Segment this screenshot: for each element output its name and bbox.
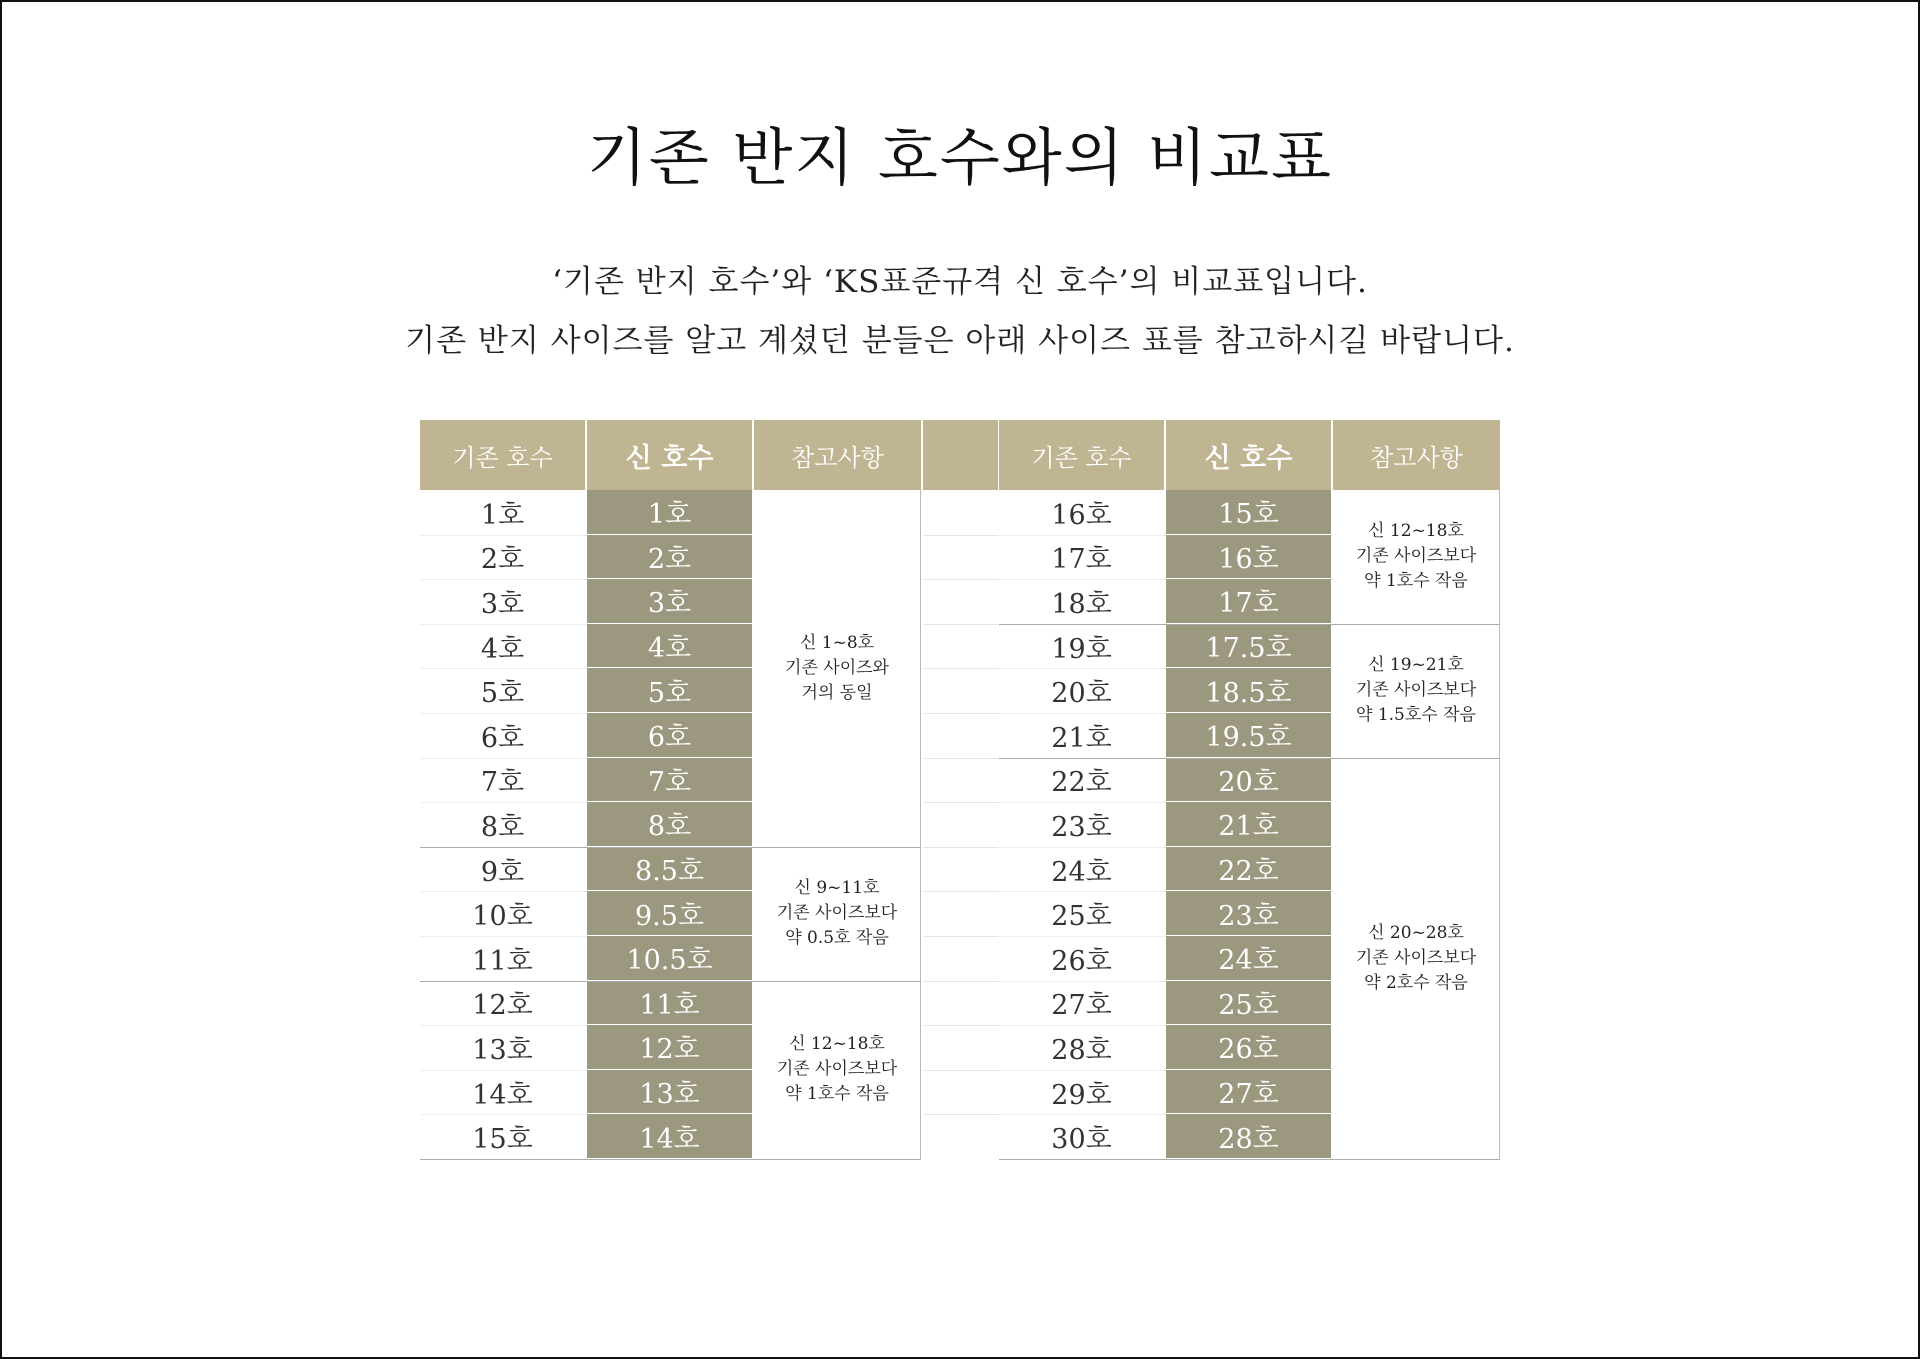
row-divider	[420, 668, 587, 669]
note-line: 신 1~8호	[799, 632, 875, 653]
note-line: 거의 동일	[801, 682, 873, 703]
header-note: 참고사항	[1333, 420, 1500, 490]
spacer-divider	[923, 579, 998, 580]
old-size-cell: 23호	[1051, 811, 1112, 843]
new-size-cell: 8.5호	[587, 847, 752, 892]
row-divider	[999, 1025, 1166, 1026]
header-old-size: 기존 호수	[420, 420, 585, 490]
header-note: 참고사항	[754, 420, 921, 490]
description-line-2: 기존 반지 사이즈를 알고 계셨던 분들은 아래 사이즈 표를 참고하시길 바랍니다.	[405, 323, 1515, 359]
new-size-cell: 20호	[1166, 758, 1331, 803]
row-divider	[420, 1070, 587, 1071]
spacer-divider	[923, 891, 998, 892]
note-cell	[754, 490, 921, 847]
row-divider	[420, 713, 587, 714]
spacer-divider	[923, 1114, 998, 1115]
row-divider	[420, 936, 587, 937]
note-line: 약 0.5호 작음	[785, 928, 889, 949]
new-size-cell: 2호	[587, 535, 752, 580]
row-divider	[420, 535, 587, 536]
old-size-cell: 19호	[1051, 633, 1112, 665]
new-size-cell: 21호	[1166, 802, 1331, 847]
page-title: 기존 반지 호수와의 비교표	[587, 121, 1333, 194]
old-size-cell: 25호	[1051, 901, 1112, 933]
note-line: 기존 사이즈보다	[776, 1059, 898, 1080]
row-divider	[420, 579, 587, 580]
row-divider	[420, 1025, 587, 1026]
old-size-cell: 29호	[1051, 1079, 1112, 1111]
row-divider	[999, 1070, 1166, 1071]
spacer-divider	[923, 668, 998, 669]
spacer-divider	[923, 758, 998, 759]
old-size-cell: 30호	[1051, 1124, 1112, 1156]
row-divider	[999, 579, 1166, 580]
table-bottom-border	[420, 1159, 921, 1160]
note-line: 약 1호수 작음	[1364, 571, 1468, 592]
spacer-divider	[923, 981, 998, 982]
old-size-cell: 1호	[480, 499, 525, 531]
spacer-divider	[923, 624, 998, 625]
new-size-cell: 6호	[587, 713, 752, 758]
row-divider	[999, 847, 1166, 848]
new-size-cell: 17호	[1166, 579, 1331, 624]
description-line-1: ‘기존 반지 호수’와 ‘KS표준규격 신 호수’의 비교표입니다.	[552, 264, 1368, 300]
spacer-divider	[923, 936, 998, 937]
old-size-cell: 16호	[1051, 499, 1112, 531]
old-size-cell: 8호	[480, 811, 525, 843]
header-old-size: 기존 호수	[999, 420, 1164, 490]
old-size-cell: 28호	[1051, 1034, 1112, 1066]
new-size-cell: 10.5호	[587, 936, 752, 981]
note-line: 신 19~21호	[1368, 655, 1464, 676]
group-divider	[999, 758, 1500, 759]
spacer-divider	[923, 713, 998, 714]
note-cell	[1333, 758, 1500, 1159]
note-line: 신 9~11호	[794, 878, 880, 899]
note-cell	[1333, 490, 1500, 624]
new-size-cell: 9.5호	[587, 891, 752, 936]
group-divider	[999, 624, 1500, 625]
new-size-cell: 18.5호	[1166, 668, 1331, 713]
new-size-cell: 7호	[587, 758, 752, 803]
new-size-cell: 23호	[1166, 891, 1331, 936]
old-size-cell: 24호	[1051, 856, 1112, 888]
new-size-cell: 25호	[1166, 981, 1331, 1026]
new-size-cell: 26호	[1166, 1025, 1331, 1070]
note-line: 기존 사이즈보다	[1355, 546, 1477, 567]
row-divider	[999, 936, 1166, 937]
new-size-cell: 15호	[1166, 490, 1331, 535]
note-line: 기존 사이즈보다	[1355, 680, 1477, 701]
row-divider	[999, 802, 1166, 803]
new-size-cell: 12호	[587, 1025, 752, 1070]
old-size-cell: 17호	[1051, 544, 1112, 576]
row-divider	[999, 891, 1166, 892]
new-size-cell: 3호	[587, 579, 752, 624]
note-line: 신 12~18호	[789, 1034, 885, 1055]
spacer-divider	[923, 535, 998, 536]
spacer-divider	[923, 847, 998, 848]
note-line: 기존 사이즈와	[785, 657, 889, 678]
spacer-divider	[923, 1070, 998, 1071]
note-line: 기존 사이즈보다	[776, 903, 898, 924]
old-size-cell: 6호	[480, 722, 525, 754]
new-size-cell: 19.5호	[1166, 713, 1331, 758]
row-divider	[420, 891, 587, 892]
old-size-cell: 10호	[472, 901, 533, 933]
note-line: 약 1호수 작음	[785, 1084, 889, 1105]
row-divider	[999, 1114, 1166, 1115]
spacer-divider	[923, 1025, 998, 1026]
note-line: 약 2호수 작음	[1364, 972, 1468, 993]
row-divider	[999, 981, 1166, 982]
new-size-cell: 14호	[587, 1114, 752, 1159]
old-size-cell: 18호	[1051, 588, 1112, 620]
old-size-cell: 9호	[480, 856, 525, 888]
table-bottom-border	[999, 1159, 1500, 1160]
old-size-cell: 4호	[480, 633, 525, 665]
group-divider	[420, 981, 921, 982]
new-size-cell: 27호	[1166, 1070, 1331, 1115]
note-line: 신 12~18호	[1368, 521, 1464, 542]
new-size-cell: 13호	[587, 1070, 752, 1115]
new-size-cell: 11호	[587, 981, 752, 1026]
old-size-cell: 15호	[472, 1124, 533, 1156]
old-size-cell: 20호	[1051, 678, 1112, 710]
old-size-cell: 22호	[1051, 767, 1112, 799]
header-new-size: 신 호수	[1166, 420, 1331, 490]
old-size-cell: 14호	[472, 1079, 533, 1111]
spacer-divider	[923, 802, 998, 803]
new-size-cell: 24호	[1166, 936, 1331, 981]
new-size-cell: 8호	[587, 802, 752, 847]
note-line: 약 1.5호수 작음	[1356, 705, 1476, 726]
row-divider	[999, 535, 1166, 536]
old-size-cell: 21호	[1051, 722, 1112, 754]
old-size-cell: 27호	[1051, 990, 1112, 1022]
row-divider	[420, 624, 587, 625]
group-divider	[420, 847, 921, 848]
new-size-cell: 22호	[1166, 847, 1331, 892]
new-size-cell: 17.5호	[1166, 624, 1331, 669]
old-size-cell: 13호	[472, 1034, 533, 1066]
note-cell	[754, 847, 921, 981]
row-divider	[420, 1114, 587, 1115]
old-size-cell: 11호	[472, 945, 533, 977]
new-size-cell: 16호	[1166, 535, 1331, 580]
old-size-cell: 7호	[480, 767, 525, 799]
row-divider	[420, 802, 587, 803]
note-cell	[1333, 624, 1500, 758]
note-cell	[754, 981, 921, 1159]
new-size-cell: 1호	[587, 490, 752, 535]
header-spacer	[923, 420, 998, 490]
old-size-cell: 26호	[1051, 945, 1112, 977]
new-size-cell: 28호	[1166, 1114, 1331, 1159]
new-size-cell: 5호	[587, 668, 752, 713]
header-new-size: 신 호수	[587, 420, 752, 490]
old-size-cell: 5호	[480, 678, 525, 710]
row-divider	[999, 668, 1166, 669]
old-size-cell: 3호	[480, 588, 525, 620]
old-size-cell: 12호	[472, 990, 533, 1022]
row-divider	[420, 758, 587, 759]
old-size-cell: 2호	[480, 544, 525, 576]
note-line: 신 20~28호	[1368, 922, 1464, 943]
note-line: 기존 사이즈보다	[1355, 947, 1477, 968]
row-divider	[999, 713, 1166, 714]
new-size-cell: 4호	[587, 624, 752, 669]
